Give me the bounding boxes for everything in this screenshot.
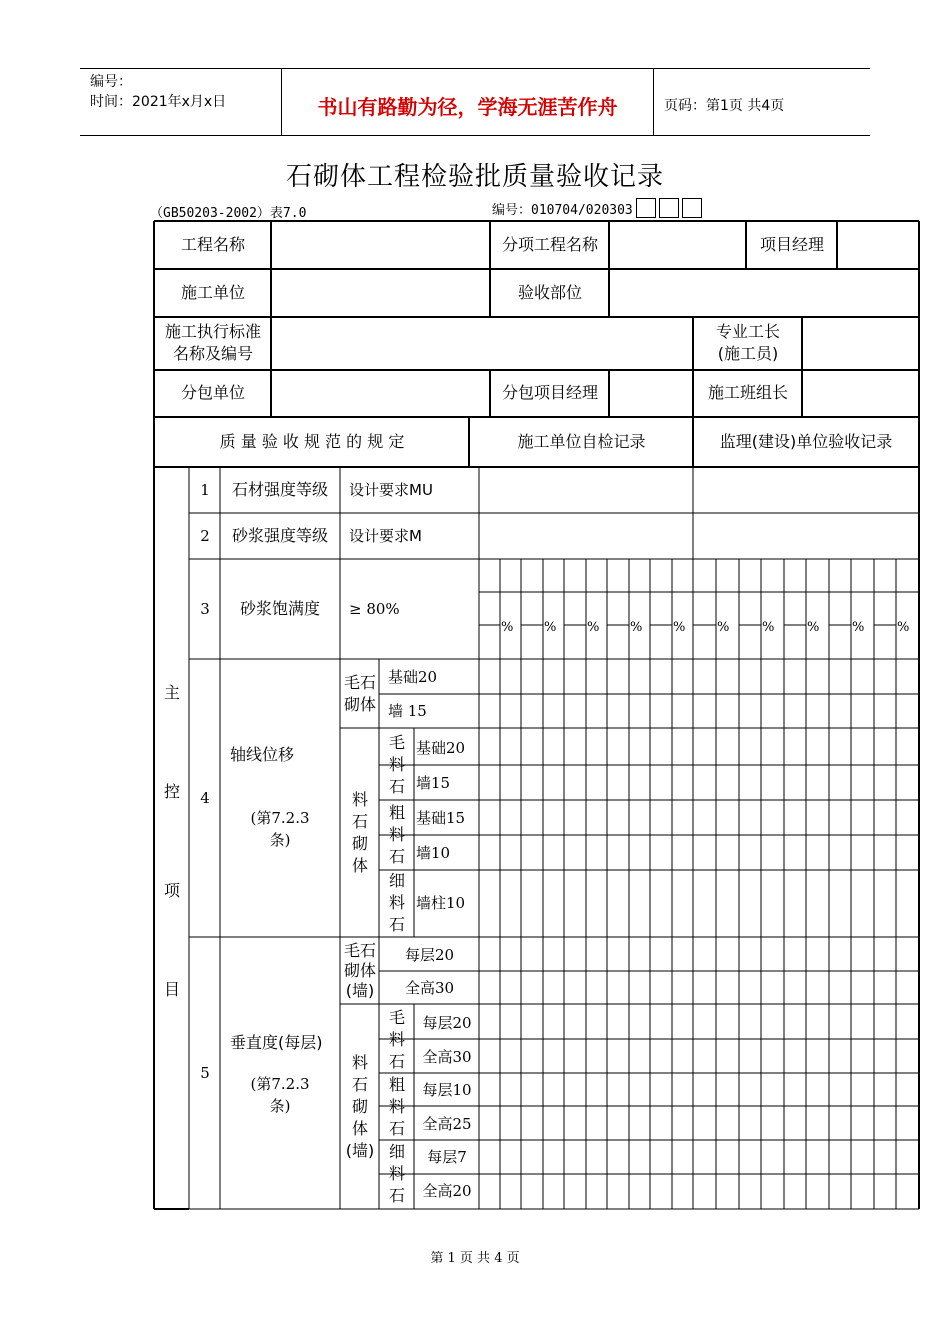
- item4-ref-line1: (第7.2.3: [250, 809, 310, 827]
- item1-no: 1: [200, 481, 210, 499]
- time-label: 时间：2021年x月x日: [90, 94, 227, 110]
- item1-name: 石材强度等级: [231, 480, 328, 499]
- sub-project-name-field[interactable]: [610, 222, 746, 268]
- vert-rubble-total: 全高30: [404, 978, 455, 997]
- foreman-line2: (施工员): [717, 344, 779, 363]
- axis-coarse-rough-label: [380, 730, 414, 800]
- main-control-char-3: 项: [163, 881, 180, 900]
- axis-fine-char: 细: [388, 871, 405, 890]
- vert-rubble-line3: (墙): [345, 981, 375, 1000]
- vert-ashlar-char: 石: [351, 1075, 368, 1094]
- acceptance-part-field[interactable]: [610, 270, 918, 316]
- exec-standard-label: [155, 317, 271, 369]
- axis-coarse-rough-char: 料: [388, 755, 405, 774]
- item5-ref: [221, 1072, 339, 1118]
- vert-rubble-line1: 毛石: [343, 941, 376, 960]
- standard-code: （GB50203-2002）表7.0: [150, 206, 307, 221]
- item5-no: 5: [200, 1064, 210, 1082]
- axis-coarse-char: 粗: [388, 803, 405, 822]
- vert-rubble-label: [341, 938, 379, 1004]
- foreman-line1: 专业工长: [715, 322, 780, 341]
- axis-rubble-wall: 墙 15: [388, 702, 427, 720]
- axis-coarse-rough-char: 石: [388, 777, 405, 796]
- foreman-label: [694, 317, 802, 369]
- percent-mark: %: [673, 620, 686, 635]
- percent-mark: %: [807, 620, 820, 635]
- page-footer: 第 1 页 共 4 页: [430, 1251, 520, 1266]
- vert-rubble-floor: 每层20: [404, 945, 455, 964]
- axis-coarse-char: 石: [388, 847, 405, 866]
- vert-f-floor: 每层7: [427, 1148, 467, 1166]
- vert-fine-label: [380, 1140, 414, 1208]
- sub-pm-label: 分包项目经理: [501, 383, 598, 402]
- doc-number-text: 编号：010704/020303: [492, 202, 633, 218]
- axis-ashlar-label: [341, 730, 379, 936]
- construction-unit-field[interactable]: [272, 270, 490, 316]
- percent-mark: %: [852, 620, 865, 635]
- vert-fine-char: 石: [388, 1186, 405, 1205]
- percent-mark: %: [501, 620, 514, 635]
- axis-cr-foundation: 基础20: [416, 738, 466, 757]
- axis-fine-char: 石: [388, 915, 405, 934]
- axis-f-wall: 墙柱10: [416, 894, 466, 912]
- vert-c-total: 全高25: [422, 1114, 472, 1133]
- vert-cr-total: 全高30: [422, 1047, 472, 1066]
- vert-coarse-rough-label: [380, 1006, 414, 1073]
- percent-mark: %: [762, 620, 775, 635]
- exec-standard-field[interactable]: [272, 317, 692, 369]
- axis-rubble-line1: 毛石: [343, 673, 376, 692]
- axis-c-foundation: 基础15: [416, 808, 466, 827]
- item4-ref-line2: 条): [269, 831, 291, 849]
- vert-coarse-rough-char: 毛: [388, 1007, 405, 1027]
- exec-standard-line2: 名称及编号: [172, 344, 253, 363]
- vert-cr-floor: 每层20: [422, 1013, 472, 1032]
- axis-rubble-foundation: 基础20: [388, 668, 438, 686]
- axis-ashlar-char: 砌: [351, 834, 368, 853]
- team-leader-label: 施工班组长: [707, 383, 788, 402]
- axis-ashlar-char: 料: [351, 790, 368, 809]
- item5-ref-line1: (第7.2.3: [250, 1075, 310, 1093]
- construction-unit-label: 施工单位: [180, 283, 245, 302]
- main-control-label: [155, 680, 189, 1007]
- project-manager-label: 项目经理: [759, 235, 824, 254]
- doc-title: 石砌体工程检验批质量验收记录: [285, 162, 664, 192]
- vert-coarse-label: [380, 1073, 414, 1140]
- item3-req: ≥ 80%: [349, 600, 400, 618]
- item2-self-check[interactable]: [480, 514, 692, 558]
- project-name-label: 工程名称: [180, 235, 245, 254]
- vert-ashlar-char: 体: [351, 1119, 368, 1138]
- vert-coarse-char: 石: [388, 1118, 405, 1138]
- axis-fine-label: [380, 870, 414, 936]
- item1-supervision[interactable]: [694, 468, 918, 512]
- main-control-char-2: 控: [163, 782, 180, 801]
- axis-ashlar-char: 石: [351, 812, 368, 831]
- axis-rubble-line2: 砌体: [343, 695, 376, 714]
- item3-no: 3: [200, 600, 210, 618]
- spec-column-header: 质 量 验 收 规 范 的 规 定: [219, 432, 405, 451]
- code-label: 编号：: [90, 74, 132, 90]
- subcontract-unit-field[interactable]: [272, 370, 490, 416]
- item5-name: 垂直度(每层): [230, 1033, 323, 1052]
- item2-supervision[interactable]: [694, 514, 918, 558]
- main-control-char-1: 主: [163, 683, 180, 702]
- axis-coarse-rough-char: 毛: [388, 733, 405, 752]
- item4-ref: [221, 806, 339, 852]
- vert-coarse-char: 料: [388, 1096, 405, 1116]
- axis-cr-wall: 墙15: [416, 773, 451, 792]
- sub-pm-field[interactable]: [610, 370, 693, 416]
- acceptance-part-label: 验收部位: [517, 283, 582, 302]
- item2-no: 2: [200, 527, 210, 545]
- axis-ashlar-char: 体: [351, 856, 368, 875]
- exec-standard-line1: 施工执行标准: [164, 322, 261, 341]
- percent-mark: %: [897, 620, 910, 635]
- vert-f-total: 全高20: [422, 1182, 472, 1200]
- motto: 书山有路勤为径，学海无涯苦作舟: [281, 69, 654, 135]
- project-name-field[interactable]: [272, 222, 490, 268]
- percent-mark: %: [630, 620, 643, 635]
- percent-mark: %: [587, 620, 600, 635]
- item4-no: 4: [200, 789, 210, 807]
- self-check-column-header: 施工单位自检记录: [517, 432, 646, 451]
- sub-project-name-label: 分项工程名称: [501, 235, 598, 254]
- item2-req: 设计要求M: [349, 527, 422, 545]
- percent-mark: %: [717, 620, 730, 635]
- page-info: 页码：第1页 共4页: [664, 98, 785, 114]
- vert-ashlar-char: 料: [351, 1053, 368, 1072]
- vert-ashlar-char: (墙): [345, 1141, 375, 1160]
- item3-name: 砂浆饱满度: [239, 599, 320, 618]
- axis-coarse-label: [380, 800, 414, 870]
- vert-c-floor: 每层10: [422, 1080, 472, 1099]
- axis-coarse-char: 料: [388, 825, 405, 844]
- item1-self-check[interactable]: [480, 468, 692, 512]
- item2-name: 砂浆强度等级: [231, 526, 328, 545]
- axis-rubble-label: [341, 660, 379, 728]
- vert-rubble-line2: 砌体: [343, 961, 376, 980]
- item1-req: 设计要求MU: [349, 481, 433, 499]
- vert-fine-char: 细: [388, 1142, 405, 1161]
- main-control-char-4: 目: [163, 980, 180, 999]
- project-manager-field[interactable]: [838, 222, 918, 268]
- supervision-column-header: 监理(建设)单位验收记录: [719, 432, 893, 451]
- vert-ashlar-char: 砌: [351, 1097, 368, 1116]
- vert-fine-char: 料: [388, 1164, 405, 1183]
- vert-coarse-rough-char: 石: [388, 1051, 405, 1071]
- vert-coarse-rough-char: 料: [388, 1029, 405, 1049]
- axis-fine-char: 料: [388, 893, 405, 912]
- vert-coarse-char: 粗: [388, 1074, 405, 1094]
- foreman-field[interactable]: [803, 317, 918, 369]
- team-leader-field[interactable]: [803, 370, 918, 416]
- vert-ashlar-label: [341, 1006, 379, 1208]
- percent-mark: %: [544, 620, 557, 635]
- axis-c-wall: 墙10: [416, 843, 451, 862]
- subcontract-unit-label: 分包单位: [180, 383, 245, 402]
- item4-name: 轴线位移: [230, 745, 295, 764]
- item5-ref-line2: 条): [269, 1097, 291, 1115]
